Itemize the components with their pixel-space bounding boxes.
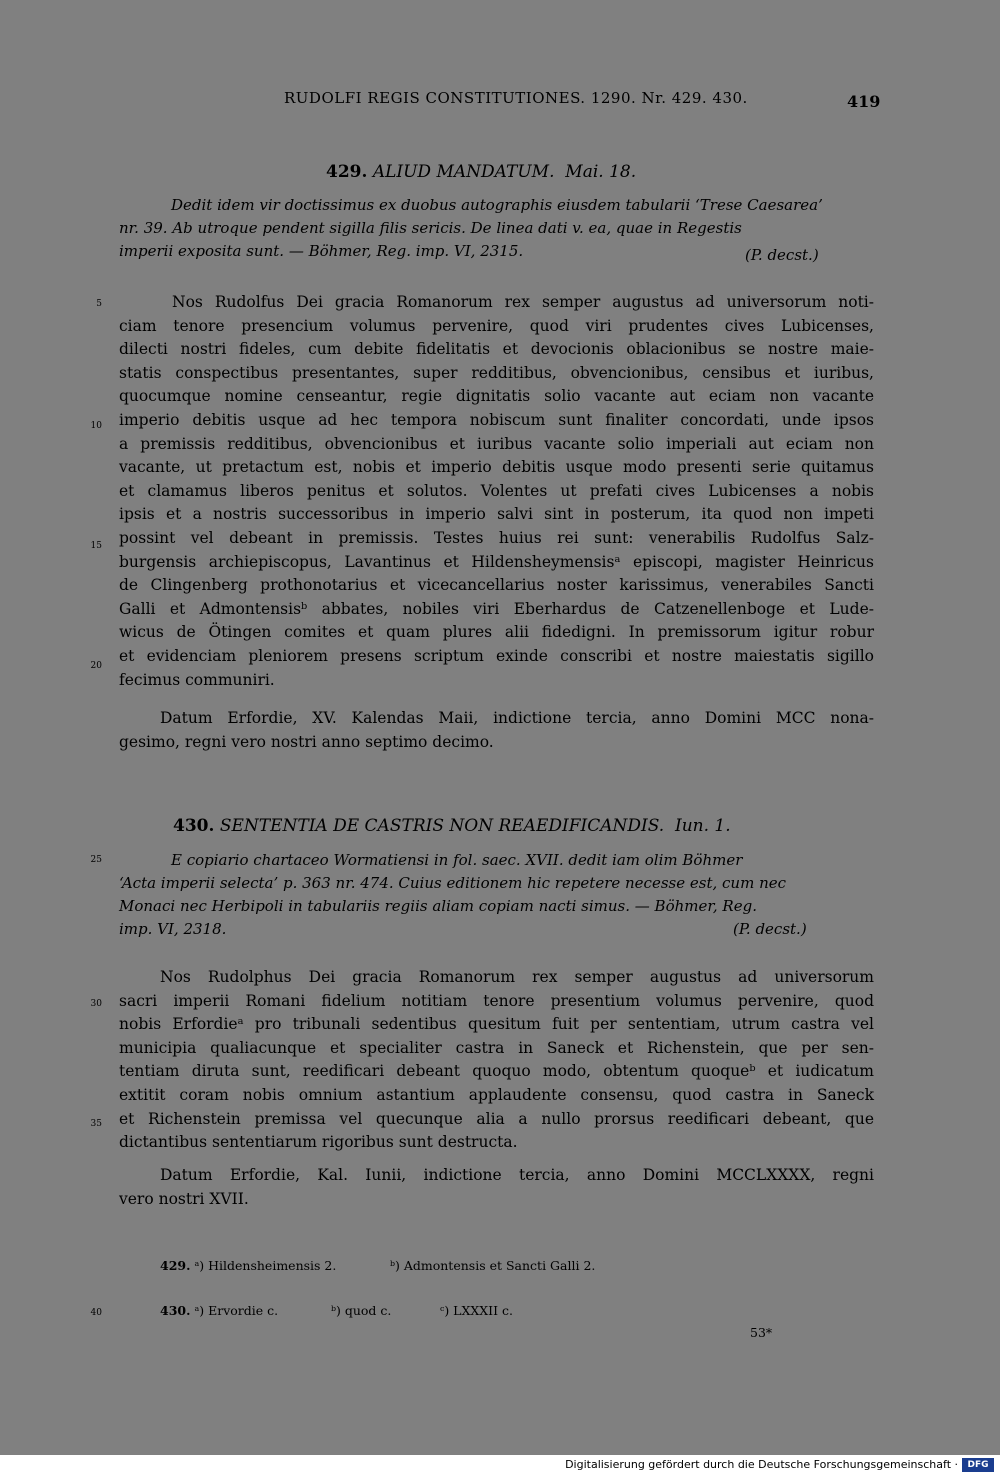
text-line: burgensis archiepiscopus, Lavantinus et Hildensheymensisᵃ episcopi, magister Heinricus [119, 552, 874, 571]
footnote-429-a: ᵃ) Hildensheimensis 2. [194, 1258, 337, 1273]
margin-line-number: 35 [90, 1119, 102, 1129]
doc430-intro-line: Monaci nec Herbipoli in tabulariis regiis aliam copiam nacti simus. — Böhmer, Reg. [119, 897, 757, 915]
text-line: vacante, ut pretactum est, nobis et imperio debitis usque modo presenti serie quitamus [119, 458, 874, 477]
doc429-number: 429. [326, 162, 368, 182]
text-line: Datum Erfordie, XV. Kalendas Maii, indictione tercia, anno Domini MCC nona- [160, 709, 874, 727]
text-line: nobis Erfordieᵃ pro tribunali sedentibus quesitum fuit per sententiam, utrum castra vel [119, 1015, 874, 1034]
footnote-430-number: 430. [160, 1303, 191, 1318]
text-line: et clamamus liberos penitus et solutos. Volentes ut prefati cives Lubicenses a nobis [119, 481, 874, 500]
dfg-logo: DFG [962, 1458, 994, 1472]
footnote-429 [160, 1258, 336, 1273]
doc430-intro-line: imp. VI, 2318. [119, 920, 227, 938]
footnote-429-number: 429. [160, 1258, 191, 1273]
margin-line-number: 5 [96, 299, 102, 309]
digitization-footer [0, 1455, 1000, 1475]
doc429-title: ALIUD MANDATUM. [372, 162, 555, 182]
text-line: ciam tenore presencium volumus pervenire, quod viri prudentes cives Lubicenses, [119, 316, 874, 335]
doc430-intro-line: E copiario chartaceo Wormatiensi in fol. saec. XVII. dedit iam olim Böhmer [171, 851, 743, 869]
margin-line-number: 30 [90, 999, 102, 1009]
margin-line-number: 40 [90, 1308, 102, 1318]
text-line: municipia qualiacunque et specialiter castra in Saneck et Richenstein, que per sen- [119, 1038, 874, 1057]
text-line: Galli et Admontensisᵇ abbates, nobiles viri Eberhardus de Catzenellenboge et Lude- [119, 599, 874, 618]
text-line: a premissis redditibus, obvencionibus et iuribus vacante solio imperiali aut eciam non [119, 434, 874, 453]
signature-mark: 53* [750, 1325, 773, 1340]
text-line: Nos Rudolphus Dei gracia Romanorum rex semper augustus ad universorum [160, 968, 874, 986]
text-line: tentiam diruta sunt, reedificari debeant quoquo modo, obtentum quoqueᵇ et iudicatum [119, 1062, 874, 1081]
footnote-430-b: ᵇ) quod c. [331, 1303, 392, 1318]
doc429-date: Mai. 18. [565, 162, 637, 182]
text-line: imperio debitis usque ad hec tempora nobiscum sunt finaliter concordati, unde ipsos [119, 411, 874, 429]
margin-line-number: 15 [90, 541, 102, 551]
text-line: extitit coram nobis omnium astantium applaudente consensu, quod castra in Saneck [119, 1086, 874, 1104]
margin-line-number: 20 [90, 661, 102, 671]
text-line: statis conspectibus presentantes, super redditibus, obvencionibus, censibus et iuribus, [119, 363, 874, 382]
doc429-intro-line: nr. 39. Ab utroque pendent sigilla filis sericis. De linea dati v. ea, quae in Regestis [119, 219, 742, 237]
doc430-intro-line: ‘Acta imperii selecta’ p. 363 nr. 474. Cuius editionem hic repetere necesse est, cum nec [119, 874, 787, 892]
page-number: 419 [847, 92, 881, 111]
margin-line-number: 10 [90, 421, 102, 431]
text-line: possint vel debeant in premissis. Testes huius rei sunt: venerabilis Rudolfus Salz- [119, 529, 874, 547]
margin-line-number: 25 [90, 855, 102, 865]
text-line: Nos Rudolfus Dei gracia Romanorum rex semper augustus ad universorum noti- [172, 293, 874, 311]
doc429-intro-line: Dedit idem vir doctissimus ex duobus autographis eiusdem tabularii ‘Trese Caesarea’ [171, 196, 823, 214]
text-line: et Richenstein premissa vel quecunque alia a nullo prorsus reedificari debeant, que [119, 1109, 874, 1128]
doc430-title: SENTENTIA DE CASTRIS NON REAEDIFICANDIS. [219, 816, 665, 836]
text-line: dilecti nostri fideles, cum debite fidelitatis et devocionis oblacionibus se nostre maie- [119, 340, 874, 359]
doc429-editor-note: (P. decst.) [745, 246, 819, 264]
footer-credit: Digitalisierung gefördert durch die Deutsche Forschungsgemeinschaft · [565, 1458, 958, 1471]
doc430-number: 430. [173, 816, 215, 836]
footnote-430-c: ᶜ) LXXXII c. [440, 1303, 513, 1318]
footnote-429-b: ᵇ) Admontensis et Sancti Galli 2. [390, 1258, 596, 1273]
footnote-430 [160, 1303, 278, 1318]
text-line: sacri imperii Romani fidelium notitiam tenore presentium volumus pervenire, quod [119, 991, 874, 1010]
running-title: RUDOLFI REGIS CONSTITUTIONES. 1290. Nr. 429. 430. [284, 89, 748, 107]
text-line: wicus de Ötingen comites et quam plures alii fidedigni. In premissorum igitur robur [119, 623, 874, 642]
text-line: vero nostri XVII. [119, 1190, 249, 1208]
doc430-date: Iun. 1. [674, 816, 731, 836]
footnote-430-a: ᵃ) Ervordie c. [194, 1303, 279, 1318]
doc430-editor-note: (P. decst.) [733, 920, 807, 938]
doc429-heading [326, 162, 636, 182]
doc429-intro-line: imperii exposita sunt. — Böhmer, Reg. imp. VI, 2315. [119, 242, 524, 260]
text-line: gesimo, regni vero nostri anno septimo decimo. [119, 733, 494, 751]
doc430-heading [173, 816, 731, 836]
text-line: de Clingenberg prothonotarius et vicecancellarius noster karissimus, venerabiles Sancti [119, 576, 874, 595]
text-line: quocumque nomine censeantur, regie dignitatis solio vacante aut eciam non vacante [119, 387, 874, 406]
text-line: fecimus communiri. [119, 670, 275, 689]
text-line: Datum Erfordie, Kal. Iunii, indictione tercia, anno Domini MCCLXXXX, regni [160, 1166, 874, 1184]
text-line: ipsis et a nostris successoribus in imperio salvi sint in posterum, ita quod non impeti [119, 505, 874, 524]
text-line: dictantibus sententiarum rigoribus sunt destructa. [119, 1133, 518, 1152]
text-line: et evidenciam pleniorem presens scriptum exinde conscribi et nostre maiestatis sigillo [119, 647, 874, 665]
